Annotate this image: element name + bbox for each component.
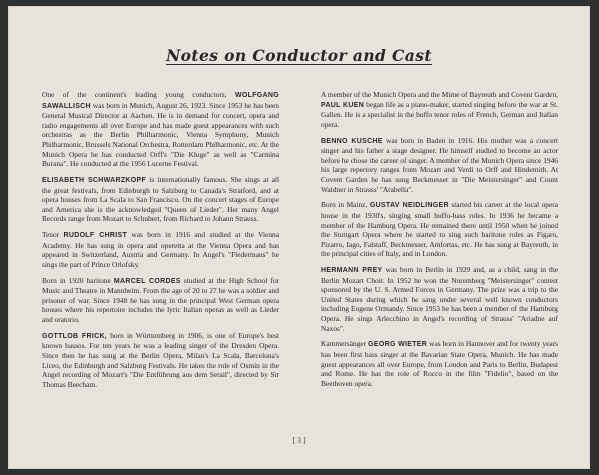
bio-paragraph: GOTTLOB FRICK, born in Württemberg in 1906, is one of Europe's best known bassos. For ten years he was a leading singer of the Dresden Opera. Since then he has sung at the Berlin Opera, Milan's La Scala, Barcelona's Liceo, the Edinburgh and Salzburg Festivals. He takes the role of Osmin in the Angel recording of Mozart's "Die Entführung aus dem Serail", directed by Sir Thomas Beecham. bbox=[42, 330, 279, 389]
page-title: Notes on Conductor and Cast bbox=[166, 46, 432, 65]
booklet-page bbox=[8, 6, 590, 469]
artist-name: ELISABETH SCHWARZKOPF bbox=[42, 176, 147, 184]
artist-name: PAUL KUEN bbox=[321, 101, 365, 109]
bio-paragraph: A member of the Munich Opera and the Mime of Bayreuth and Covent Garden, PAUL KUEN began life as a piano-maker, started singing before the war at St. Gallen. He is a specialist in the buffo tenor roles of French, German and Italian opera. bbox=[321, 90, 559, 129]
bio-paragraph: Tenor RUDOLF CHRIST was born in 1916 and studied at the Vienna Academy. He has sung in opera and operetta at the Vienna Opera and has appeared in Switzerland, Austria and Germany. In Angel's "Fledermaus" he sings the part of Prince Orlofsky. bbox=[42, 230, 280, 269]
bio-paragraph: ELISABETH SCHWARZKOPF is internationally famous. She sings at all the great festivals, from Edinburgh to Salzburg to Canada's Stratford, and at opera houses from La Scala to San Francisco. On the concert stages of Europe and America she is the acknowledged "Queen of Lieder". Her many Angel Records range from Mozart to Schubert, from Richard to Johann Strauss. bbox=[42, 174, 280, 224]
bio-paragraph: Born in 1920 baritone MARCEL CORDES studied at the High School for Music and Theatre in Mannheim. From the age of 20 to 27 he was a soldier and prisoner of war. Since 1948 he has sung in the principal West German opera houses where his repertoire includes the lyric Italian operas as well as Lieder and oratorio. bbox=[42, 275, 279, 325]
left-column bbox=[42, 90, 279, 396]
artist-name: GEORG WIETER bbox=[368, 341, 428, 349]
bio-paragraph: HERMANN PREY was born in Berlin in 1929 and, as a child, sang in the Berlin Mozart Choir. In 1952 he won the Nuremberg "Meistersinger" contest sponsored by the U. S. Armed Forces in Germany. The prize was a trip to the United States during which he sang under several well known conductors including Eugene Ormandy. Since 1953 he has been a member of the Hamburg Opera. He sings Arlecchino in Angel's recording of Strauss' "Ariadne auf Naxos". bbox=[321, 265, 559, 333]
bio-paragraph: Born in Mainz, GUSTAV NEIDLINGER started his career at the local opera house in the 1930's, singing small buffo-bass roles. In 1936 he became a member of the Hamburg Opera. He remained there until 1950 when he joined the Stuttgart Opera where he started to sing such baritone roles as Figaro, Pizarro, Iago, Falstaff, Beckmesser, Amfortas, etc. He has sung at Bayreuth, in the principal cities of Italy, and in London. bbox=[321, 200, 558, 259]
artist-name: GOTTLOB FRICK, bbox=[42, 332, 108, 340]
artist-name: MARCEL CORDES bbox=[113, 277, 181, 285]
artist-name: HERMANN PREY bbox=[321, 267, 383, 275]
page-number: [ 3 ] bbox=[292, 436, 306, 445]
bio-paragraph: Kammersänger GEORG WIETER was born in Hannover and for twenty years has been first bass singer at the Bavarian State Opera, Munich. He has made guest appearances all over Europe, from London and Paris to Berlin, Budapest and Rome. He has the role of Rocco in the film "Fidelio", based on the Beethoven opera. bbox=[321, 339, 558, 388]
artist-name: BENNO KUSCHE bbox=[321, 137, 383, 145]
artist-name: WOLFGANG SAWALLISCH bbox=[42, 92, 279, 110]
artist-name: GUSTAV NEIDLINGER bbox=[369, 202, 449, 210]
bio-paragraph: BENNO KUSCHE was born in Baden in 1916. His mother was a concert singer and his father a stage designer. He himself studied to become an actor before he chose the career of singer. A member of the Munich Opera since 1946 his large repertory ranges from Mozart and Verdi to Orff and Hindemith. At Covent Garden he has sung Beckmesser in "Die Meistersinger" and Count Waldner in Strauss' "Arabella". bbox=[321, 135, 558, 194]
bio-paragraph: One of the continent's leading young conductors, WOLFGANG SAWALLISCH was born in Munich, August 26, 1923. Since 1953 he has been General Musical Director at Aachen. He is in demand for concert, opera and radio engagements all over Europe and has made guest appearances with such orchestras as the Berlin Philharmonic, Vienna Symphony, Munich Philharmonic, Brussels National Orchestra, Rotterdam Philharmonic, etc. At the Munich Opera he has conducted Orff's "Die Kluge" as well as "Carmina Burana". He conducted at the 1956 Lucerne Festival. bbox=[42, 90, 279, 169]
artist-name: RUDOLF CHRIST bbox=[63, 232, 128, 240]
right-column bbox=[321, 90, 558, 395]
